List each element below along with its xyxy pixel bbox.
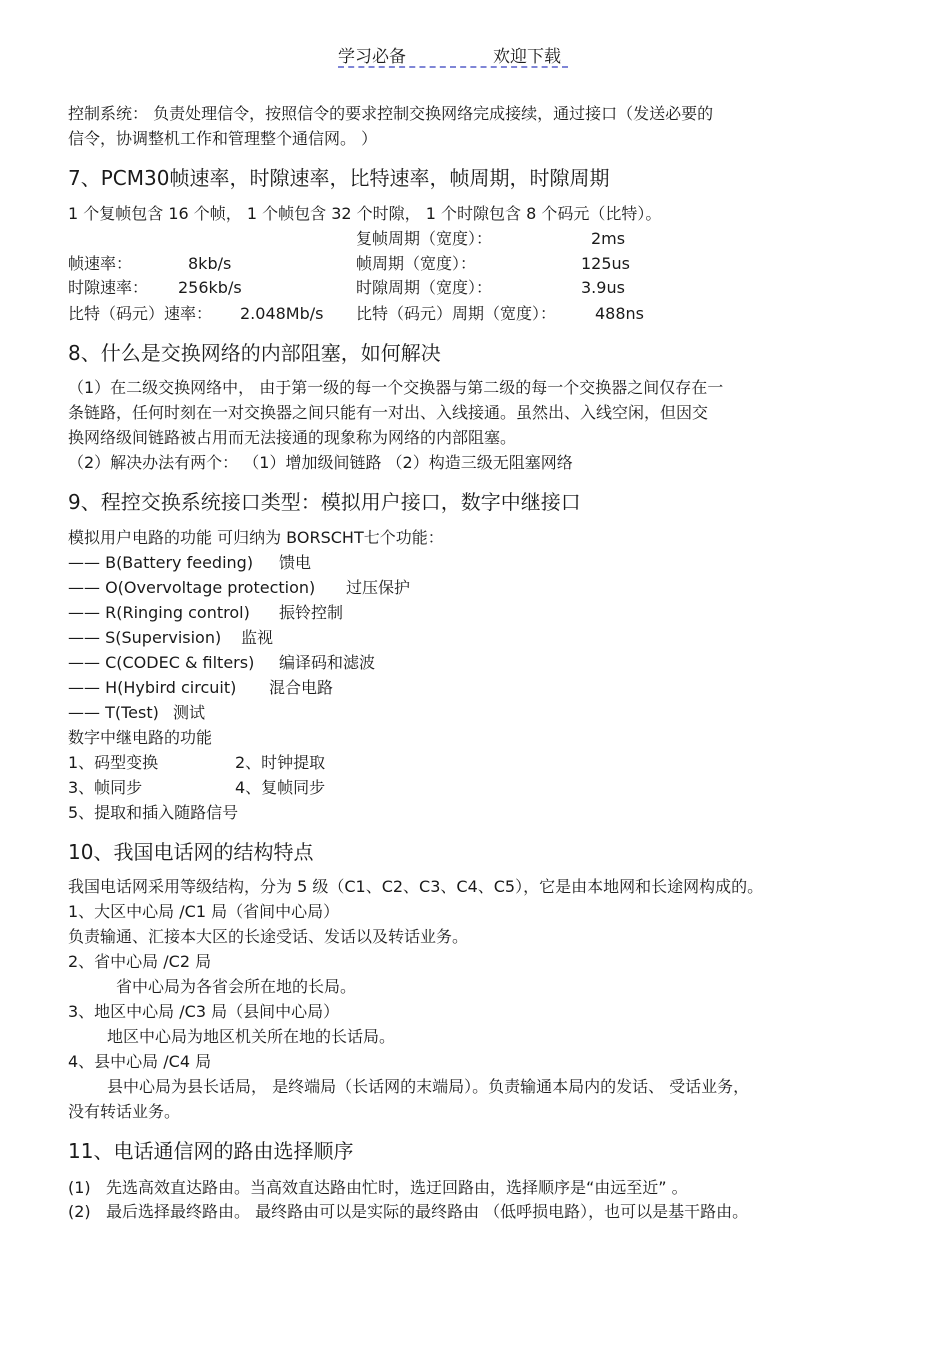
borscht-item-h-cn: 混合电路 [269,678,334,697]
q10-heading: 10、我国电话网的结构特点 [68,840,314,864]
q10-line-7: 地区中心局为地区机关所在地的长话局。 [107,1027,396,1046]
borscht-item-o-en: —— O(Overvoltage protection) [68,578,316,597]
q11-item-1-text: 先选高效直达路由。当高效直达路由忙时，选迂回路由，选择顺序是“由远至近” 。 [106,1178,688,1197]
q9-heading: 9、程控交换系统接口类型：模拟用户接口，数字中继接口 [68,490,581,514]
q7-row3-right-label: 时隙周期（宽度）： [356,278,493,297]
q7-row4-right-label: 比特（码元）周期（宽度）： [356,304,557,323]
q7-row3-left-label: 时隙速率： [68,278,149,297]
digital-function-4: 4、复帧同步 [235,778,326,797]
q8-heading: 8、什么是交换网络的内部阻塞，如何解决 [68,341,441,365]
digital-function-5: 5、提取和插入随路信号 [68,803,239,822]
q10-line-4: 2、省中心局 /C2 局 [68,952,212,971]
q8-line-3: 换网络级间链路被占用而无法接通的现象称为网络的内部阻塞。 [68,428,517,447]
q7-row2-right-label: 帧周期（宽度）： [356,254,477,273]
page-header [338,40,568,68]
borscht-item-o-cn: 过压保护 [346,578,411,597]
q10-line-1: 我国电话网采用等级结构，分为 5 级（C1、C2、C3、C4、C5），它是由本地网和长途网构成的。 [68,877,764,896]
q11-item-1-number: (1) [68,1178,91,1197]
q7-row4-left-label: 比特（码元）速率： [68,304,213,323]
q11-item-2-number: (2) [68,1202,91,1221]
q10-line-2: 1、大区中心局 /C1 局（省间中心局） [68,902,340,921]
q7-row2-right-value: 125us [581,254,631,273]
q10-line-10: 没有转话业务。 [68,1102,181,1121]
q7-row3-right-value: 3.9us [581,278,625,297]
borscht-item-b-cn: 馈电 [279,553,312,572]
borscht-item-r-cn: 振铃控制 [279,603,344,622]
borscht-item-h-en: —— H(Hybird circuit) [68,678,237,697]
q7-row4-left-value: 2.048Mb/s [240,304,324,323]
digital-function-3: 3、帧同步 [68,778,143,797]
digital-function-1: 1、码型变换 [68,753,159,772]
q8-line-1: （1）在二级交换网络中， 由于第一级的每一个交换器与第二级的每一个交换器之间仅存在一 [68,378,724,397]
digital-trunk-heading: 数字中继电路的功能 [68,728,213,747]
q7-row4-right-value: 488ns [595,304,645,323]
q10-line-3: 负责输通、汇接本大区的长途受话、发话以及转话业务。 [68,927,469,946]
borscht-item-s-cn: 监视 [241,628,274,647]
header-left-text: 学习必备 [338,47,406,67]
q10-line-9: 县中心局为县长话局， 是终端局（长话网的末端局）。负责输通本局内的发话、 受话业务， [107,1077,750,1096]
borscht-item-t-cn: 测试 [173,703,206,722]
q11-item-2-text: 最后选择最终路由。 最终路由可以是实际的最终路由 （低呼损电路），也可以是基干路由。 [106,1202,749,1221]
q8-line-2: 条链路，任何时刻在一对交换器之间只能有一对出、入线接通。虽然出、入线空闲，但因交 [68,403,709,422]
q10-line-8: 4、县中心局 /C4 局 [68,1052,212,1071]
q7-row1-right-value: 2ms [591,229,626,248]
borscht-item-b-en: —— B(Battery feeding) [68,553,254,572]
borscht-item-c-en: —— C(CODEC & filters) [68,653,255,672]
intro-line-2: 信令，协调整机工作和管理整个通信网。 ） [68,129,378,148]
borscht-item-t-en: —— T(Test) [68,703,159,722]
q8-line-4: （2）解决办法有两个： （1）增加级间链路 （2）构造三级无阻塞网络 [68,453,573,472]
q7-line-1: 1 个复帧包含 16 个帧， 1 个帧包含 32 个时隙， 1 个时隙包含 8 个码元（比特）。 [68,204,662,223]
q7-row2-left-label: 帧速率： [68,254,133,273]
header-right-text: 欢迎下载 [493,47,561,67]
q10-line-6: 3、地区中心局 /C3 局（县间中心局） [68,1002,340,1021]
q7-row1-right-label: 复帧周期（宽度）： [356,229,493,248]
q7-heading: 7、PCM30帧速率，时隙速率，比特速率，帧周期，时隙周期 [68,166,610,190]
q9-intro: 模拟用户电路的功能 可归纳为 BORSCHT七个功能： [68,528,444,547]
borscht-item-c-cn: 编译码和滤波 [279,653,376,672]
q7-row3-left-value: 256kb/s [178,278,242,297]
q11-heading: 11、电话通信网的路由选择顺序 [68,1139,354,1163]
q7-row2-left-value: 8kb/s [188,254,232,273]
q10-line-5: 省中心局为各省会所在地的长局。 [116,977,357,996]
intro-line-1: 控制系统： 负责处理信令，按照信令的要求控制交换网络完成接续，通过接口（发送必要的 [68,104,714,123]
borscht-item-s-en: —— S(Supervision) [68,628,222,647]
digital-function-2: 2、时钟提取 [235,753,326,772]
borscht-item-r-en: —— R(Ringing control) [68,603,250,622]
